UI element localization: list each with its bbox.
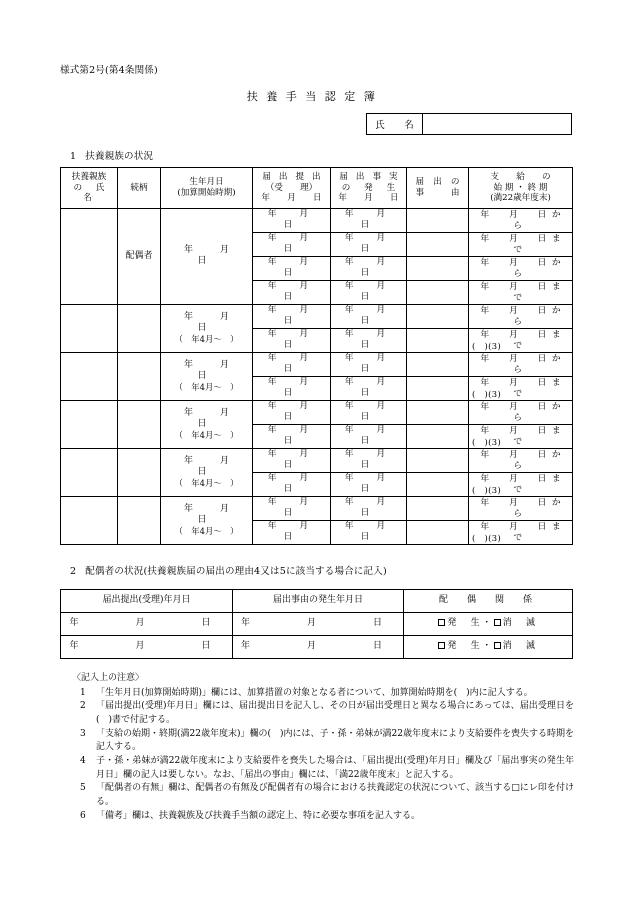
spouse-submit-date-ymd: 年 月 日 [69, 641, 224, 652]
cell-event-date[interactable] [331, 496, 407, 520]
period-cell-content [469, 305, 572, 328]
section2-number: 2 [70, 566, 77, 577]
col-header-period: 支 給 の 始 期 ・ 終 期 (満22歳年度末) [469, 168, 573, 209]
cell-event-date[interactable] [331, 256, 407, 280]
cell-birthdate[interactable] [161, 304, 257, 352]
period-cell-content [469, 497, 572, 520]
period-end-label: 年 月 日まで [480, 233, 567, 255]
col-header-event-date: 届 出 事 実 の 発 生 年 月 日 [331, 168, 407, 209]
submit-date-ymd: 年 月 日 [267, 257, 332, 279]
form-number: 様式第2号(第4条関係) [60, 65, 158, 76]
notes-list [72, 687, 574, 824]
dependents-table [60, 167, 573, 545]
cell-reason[interactable] [407, 400, 469, 424]
cell-period[interactable] [469, 376, 573, 400]
period-cell-content [469, 449, 572, 472]
cell-spouse-event-date[interactable] [233, 636, 404, 659]
cell-reason[interactable] [407, 352, 469, 376]
period-cell-content [469, 209, 572, 232]
notes-title: 〈記入上の注意〉 [72, 673, 145, 683]
submit-date-ymd: 年 月 日 [267, 496, 332, 519]
spouse-table-body [61, 613, 573, 659]
period-start-label: 年 月 日から [480, 497, 567, 519]
table-row [61, 304, 573, 328]
cell-period[interactable] [469, 232, 573, 256]
birthdate-ymd: 年 月 日 [183, 407, 257, 429]
col-header-submit-date: 届 出 提 出 （受 理） 年 月 日 [253, 168, 331, 209]
event-date-ymd: 年 月 日 [344, 520, 409, 543]
period-cell-content [469, 425, 572, 448]
cell-spouse-submit-date[interactable] [61, 613, 233, 636]
cell-reason[interactable] [407, 496, 469, 520]
cell-birthdate[interactable] [161, 209, 257, 305]
table-row [61, 209, 573, 233]
cell-relation[interactable] [118, 448, 161, 496]
col-header-name: 扶養親族 の 氏 名 [61, 168, 118, 209]
cell-reason[interactable] [407, 209, 469, 233]
cell-relation[interactable] [118, 352, 161, 400]
spouse-col-event-date: 届出事由の発生年月日 [233, 590, 404, 613]
event-date-ymd: 年 月 日 [344, 281, 409, 303]
cell-spouse-relation [404, 613, 573, 636]
cell-reason[interactable] [407, 328, 469, 352]
period-end-note: ( )(3) [472, 437, 502, 448]
submit-date-ymd: 年 月 日 [267, 281, 332, 303]
checkbox-occurred[interactable] [438, 642, 445, 649]
submit-date-ymd: 年 月 日 [267, 329, 332, 351]
spouse-table-head [61, 590, 573, 613]
cell-birthdate[interactable] [161, 400, 257, 448]
birthdate-kasan-period: （ 年4月～ ） [174, 526, 239, 537]
birthdate-kasan-period: （ 年4月～ ） [174, 478, 239, 489]
name-field-input[interactable] [423, 114, 571, 134]
table-row [61, 352, 573, 376]
note-number: 3 [80, 728, 86, 739]
col-header-birthdate: 生年月日 (加算開始時期) [161, 168, 253, 209]
cell-event-date[interactable] [331, 448, 407, 472]
cell-event-date[interactable] [331, 400, 407, 424]
note-text: 「備考」欄は、扶養親族及び扶養手当額の認定上、特に必要な事項を記入する。 [96, 810, 421, 821]
cell-submit-date[interactable] [253, 209, 331, 233]
cell-event-date[interactable] [331, 424, 407, 448]
cell-reason[interactable] [407, 280, 469, 304]
cell-event-date[interactable] [331, 352, 407, 376]
cell-period[interactable] [469, 352, 573, 376]
event-date-ymd: 年 月 日 [344, 353, 409, 375]
col-header-relation: 続柄 [118, 168, 161, 209]
note-item [72, 687, 574, 701]
cell-relation[interactable] [118, 400, 161, 448]
cell-period[interactable] [469, 256, 573, 280]
event-date-ymd: 年 月 日 [344, 329, 409, 351]
cell-dependent-name[interactable] [61, 352, 118, 400]
cell-dependent-name[interactable] [61, 448, 118, 496]
cell-period[interactable] [469, 496, 573, 520]
note-text: 「生年月日(加算開始時期)」欄には、加算措置の対象となる者について、加算開始時期を( )内に記入する。 [96, 687, 533, 698]
document-title: 扶養手当認定簿 [246, 90, 384, 103]
cell-event-date[interactable] [331, 472, 407, 496]
checkbox-dissolved[interactable] [494, 619, 501, 626]
event-date-ymd: 年 月 日 [344, 209, 409, 231]
period-cell-content [469, 329, 572, 352]
cell-event-date[interactable] [331, 209, 407, 233]
period-end-note: ( )(3) [472, 389, 502, 400]
period-cell-content [469, 233, 572, 256]
submit-date-ymd: 年 月 日 [267, 353, 332, 375]
note-text: 「支給の始期・終期(満22歳年度末)」欄の( )内には、子・孫・弟妹が満22歳年度末により支給要件を喪失する時期を記入する。 [96, 728, 574, 753]
period-start-label: 年 月 日から [480, 305, 567, 327]
note-item [72, 782, 574, 809]
submit-date-ymd: 年 月 日 [267, 233, 332, 255]
cell-submit-date[interactable] [253, 232, 331, 256]
cell-reason[interactable] [407, 376, 469, 400]
cell-submit-date[interactable] [253, 400, 331, 424]
event-date-ymd: 年 月 日 [344, 233, 409, 255]
checkbox-label: 発 生 [447, 641, 483, 652]
event-date-ymd: 年 月 日 [344, 424, 409, 447]
cell-period[interactable] [469, 472, 573, 496]
cell-dependent-name[interactable] [61, 304, 118, 352]
cell-submit-date[interactable] [253, 352, 331, 376]
birthdate-ymd: 年 月 日 [183, 245, 257, 267]
cell-submit-date[interactable] [253, 448, 331, 472]
cell-spouse-event-date[interactable] [233, 613, 404, 636]
cell-event-date[interactable] [331, 328, 407, 352]
dependents-header-row [61, 168, 573, 209]
period-start-label: 年 月 日から [480, 401, 567, 423]
cell-period[interactable] [469, 520, 573, 544]
cell-event-date[interactable] [331, 376, 407, 400]
checkbox-label: 消 滅 [502, 641, 538, 652]
birthdate-ymd: 年 月 日 [183, 311, 257, 334]
cell-reason[interactable] [407, 448, 469, 472]
event-date-ymd: 年 月 日 [344, 400, 409, 423]
cell-submit-date[interactable] [253, 496, 331, 520]
option-separator: ・ [482, 641, 494, 652]
cell-submit-date[interactable] [253, 424, 331, 448]
cell-period[interactable] [469, 328, 573, 352]
submit-date-ymd: 年 月 日 [267, 305, 332, 327]
spouse-col-submit-date: 届出提出(受理)年月日 [61, 590, 233, 613]
checkbox-label: 消 滅 [502, 618, 538, 629]
spouse-table [60, 589, 573, 659]
name-field-label: 氏 名 [367, 114, 423, 134]
period-end-label: 年 月 日まで [480, 377, 567, 399]
cell-period[interactable] [469, 280, 573, 304]
event-date-ymd: 年 月 日 [344, 496, 409, 519]
event-date-ymd: 年 月 日 [344, 257, 409, 279]
dependents-table-body [61, 209, 573, 545]
cell-submit-date[interactable] [253, 520, 331, 544]
cell-birthdate[interactable] [161, 352, 257, 400]
period-cell-content [469, 521, 572, 544]
spouse-submit-date-ymd: 年 月 日 [69, 618, 224, 629]
cell-event-date[interactable] [331, 232, 407, 256]
submit-date-ymd: 年 月 日 [267, 400, 332, 423]
table-row [61, 448, 573, 472]
note-item [72, 755, 574, 782]
cell-spouse-submit-date[interactable] [61, 636, 233, 659]
event-date-ymd: 年 月 日 [344, 448, 409, 471]
note-item [72, 810, 574, 824]
cell-birthdate[interactable] [161, 448, 257, 496]
cell-period[interactable] [469, 209, 573, 233]
cell-period[interactable] [469, 304, 573, 328]
cell-relation[interactable] [118, 496, 161, 544]
submit-date-ymd: 年 月 日 [267, 448, 332, 471]
spouse-relation-options [438, 618, 537, 628]
event-date-ymd: 年 月 日 [344, 305, 409, 327]
cell-birthdate[interactable] [161, 496, 257, 544]
cell-period[interactable] [469, 448, 573, 472]
spouse-relation-options [438, 641, 537, 651]
name-field-box [366, 113, 572, 135]
section1-title: 扶養親族の状況 [85, 151, 154, 162]
submit-date-ymd: 年 月 日 [267, 377, 332, 399]
spouse-col-relation: 配 偶 関 係 [404, 590, 573, 613]
note-text: 「配偶者の有無」欄は、配偶者の有無及び配偶者有の場合における扶養認定の状況について、該当する□にレ印を付ける。 [96, 783, 574, 808]
cell-reason[interactable] [407, 232, 469, 256]
period-end-label: 年 月 日まで [480, 425, 567, 447]
table-row [61, 400, 573, 424]
period-cell-content [469, 353, 572, 376]
note-number: 2 [80, 701, 86, 712]
option-separator: ・ [482, 618, 494, 629]
cell-event-date[interactable] [331, 280, 407, 304]
cell-reason[interactable] [407, 256, 469, 280]
spouse-event-date-ymd: 年 月 日 [240, 618, 395, 629]
cell-period[interactable] [469, 424, 573, 448]
cell-dependent-name[interactable] [61, 496, 118, 544]
cell-relation[interactable] [118, 304, 161, 352]
cell-dependent-name[interactable] [61, 400, 118, 448]
cell-event-date[interactable] [331, 520, 407, 544]
cell-submit-date[interactable] [253, 304, 331, 328]
period-end-label: 年 月 日まで [480, 329, 567, 351]
note-number: 6 [80, 810, 86, 821]
submit-date-ymd: 年 月 日 [267, 209, 332, 231]
birthdate-kasan-period: （ 年4月～ ） [174, 382, 239, 393]
birthdate-kasan-period: （ 年4月～ ） [174, 334, 239, 345]
section1-heading [70, 148, 153, 162]
period-end-note: ( )(3) [472, 485, 502, 496]
submit-date-ymd: 年 月 日 [267, 520, 332, 543]
submit-date-ymd: 年 月 日 [267, 472, 332, 495]
period-start-label: 年 月 日から [480, 449, 567, 471]
table-row [61, 636, 573, 659]
note-number: 5 [80, 783, 86, 794]
period-cell-content [469, 473, 572, 496]
note-item [72, 728, 574, 755]
birthdate-kasan-period: （ 年4月～ ） [174, 430, 239, 441]
cell-spouse-relation [404, 636, 573, 659]
note-number: 4 [80, 756, 86, 767]
period-start-label: 年 月 日から [480, 353, 567, 375]
cell-submit-date[interactable] [253, 280, 331, 304]
cell-submit-date[interactable] [253, 256, 331, 280]
note-text: 子・孫・弟妹が満22歳年度末により支給要件を喪失した場合は、「届出提出(受理)年月日」欄及び「届出事実の発生年月日」欄の記入は要しない。なお、「届出の事由」欄には、「満22歳年度末」と記入する。 [96, 756, 574, 780]
period-start-label: 年 月 日から [480, 210, 567, 231]
section1-number: 1 [70, 151, 77, 162]
cell-reason[interactable] [407, 520, 469, 544]
period-end-note: ( )(3) [472, 533, 502, 544]
period-cell-content [469, 377, 572, 400]
dependents-table-head [61, 168, 573, 209]
notes-section [72, 672, 574, 823]
note-item [72, 700, 574, 727]
section2-title: 配偶者の状況(扶養親族届の届出の理由4又は5に該当する場合に記入) [85, 566, 387, 577]
period-cell-content [469, 257, 572, 280]
cell-submit-date[interactable] [253, 328, 331, 352]
note-text: 「届出提出(受理)年月日」欄には、届出提出日を記入し、その日が届出受理日と異なる場合にあっては、届出受理日を( )書で付記する。 [96, 701, 574, 726]
cell-submit-date[interactable] [253, 376, 331, 400]
period-end-note: ( )(3) [472, 341, 502, 352]
table-row [61, 613, 573, 636]
cell-submit-date[interactable] [253, 472, 331, 496]
cell-reason[interactable] [407, 304, 469, 328]
section2-heading [70, 563, 387, 577]
spouse-header-row [61, 590, 573, 613]
period-cell-content [469, 281, 572, 304]
period-end-label: 年 月 日まで [480, 521, 567, 543]
event-date-ymd: 年 月 日 [344, 377, 409, 399]
period-end-label: 年 月 日まで [480, 281, 567, 303]
cell-period[interactable] [469, 400, 573, 424]
checkbox-label: 発 生 [447, 618, 483, 629]
submit-date-ymd: 年 月 日 [267, 424, 332, 447]
birthdate-ymd: 年 月 日 [183, 455, 257, 477]
spouse-event-date-ymd: 年 月 日 [240, 641, 395, 652]
period-cell-content [469, 401, 572, 424]
event-date-ymd: 年 月 日 [344, 472, 409, 495]
cell-reason[interactable] [407, 472, 469, 496]
checkbox-dissolved[interactable] [494, 642, 501, 649]
cell-dependent-name[interactable] [61, 209, 118, 305]
checkbox-occurred[interactable] [438, 619, 445, 626]
col-header-reason: 届 出 の 事 由 [407, 168, 469, 209]
birthdate-ymd: 年 月 日 [183, 359, 257, 382]
cell-event-date[interactable] [331, 304, 407, 328]
cell-relation[interactable]: 配偶者 [118, 209, 161, 305]
cell-reason[interactable] [407, 424, 469, 448]
period-end-label: 年 月 日まで [480, 473, 567, 495]
birthdate-ymd: 年 月 日 [183, 503, 257, 525]
note-number: 1 [80, 687, 86, 698]
period-start-label: 年 月 日から [480, 257, 567, 279]
table-row [61, 496, 573, 520]
